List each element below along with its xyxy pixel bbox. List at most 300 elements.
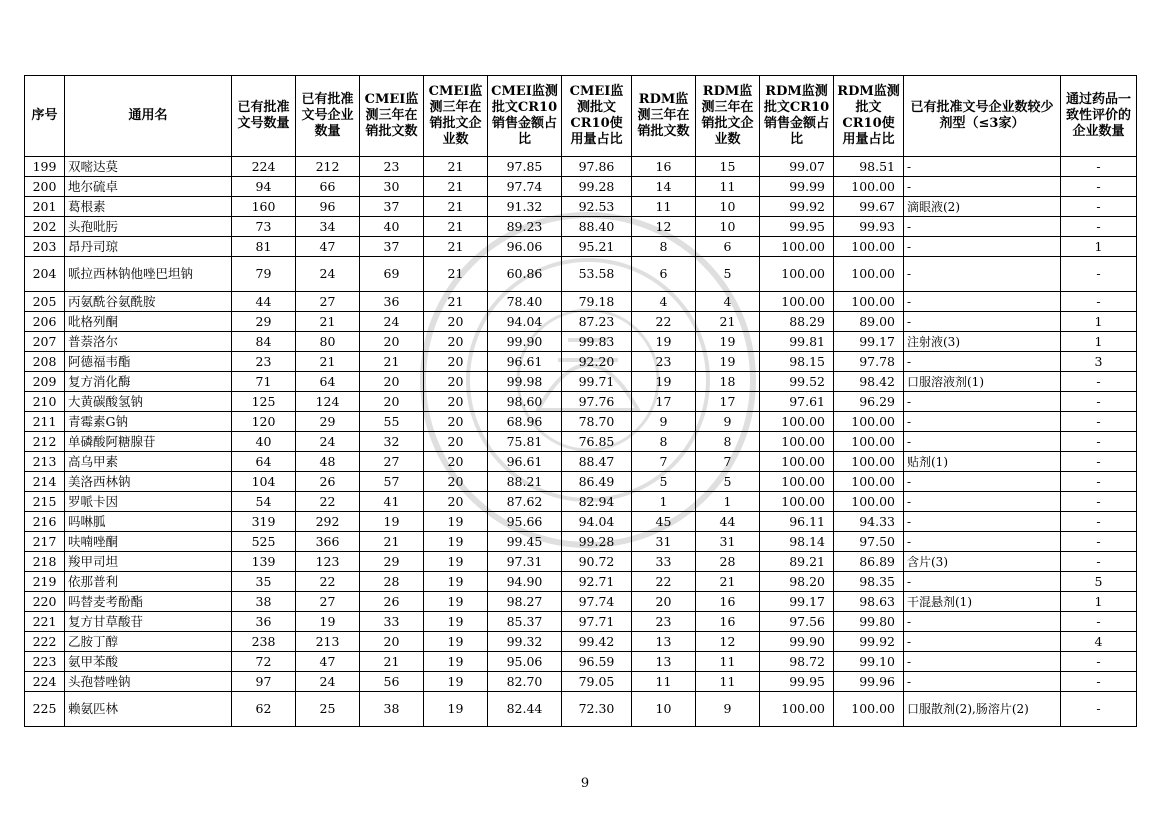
generic-name-cell: 复方消化酶	[65, 372, 232, 392]
header-cell: RDM监测批文CR10销售金额占比	[760, 76, 834, 157]
rdm-cr10-usage-share-cell: 99.17	[834, 332, 904, 352]
table-row	[25, 692, 1137, 727]
cmei-cr10-sales-share-cell: 97.85	[488, 157, 562, 177]
cmei-batch-count-cell: 23	[360, 157, 424, 177]
cmei-batch-count-cell: 20	[360, 372, 424, 392]
cmei-cr10-sales-share-cell: 96.61	[488, 352, 562, 372]
header-cell: CMEI监测批文CR10使用量占比	[562, 76, 632, 157]
rdm-company-count-cell: 4	[696, 292, 760, 312]
rdm-company-count-cell: 11	[696, 177, 760, 197]
cmei-batch-count-cell: 57	[360, 472, 424, 492]
approval-count-cell: 38	[232, 592, 296, 612]
cmei-cr10-sales-share-cell: 95.66	[488, 512, 562, 532]
generic-name-cell: 高乌甲素	[65, 452, 232, 472]
rdm-cr10-usage-share-cell: 99.96	[834, 672, 904, 692]
cmei-cr10-usage-share-cell: 88.40	[562, 217, 632, 237]
rdm-cr10-usage-share-cell: 99.80	[834, 612, 904, 632]
rdm-cr10-sales-share-cell: 100.00	[760, 237, 834, 257]
cmei-cr10-sales-share-cell: 98.27	[488, 592, 562, 612]
rdm-cr10-sales-share-cell: 98.15	[760, 352, 834, 372]
approval-company-count-cell: 21	[296, 352, 360, 372]
table-body	[25, 157, 1137, 727]
cmei-cr10-usage-share-cell: 99.71	[562, 372, 632, 392]
cmei-cr10-usage-share-cell: 87.23	[562, 312, 632, 332]
rdm-cr10-sales-share-cell: 100.00	[760, 292, 834, 312]
rdm-cr10-sales-share-cell: 100.00	[760, 472, 834, 492]
rdm-company-count-cell: 15	[696, 157, 760, 177]
rdm-company-count-cell: 5	[696, 472, 760, 492]
cmei-cr10-sales-share-cell: 60.86	[488, 257, 562, 292]
rdm-cr10-usage-share-cell: 100.00	[834, 177, 904, 197]
few-company-dosage-forms-cell: 注射液(3)	[904, 332, 1061, 352]
approval-count-cell: 79	[232, 257, 296, 292]
cmei-cr10-sales-share-cell: 75.81	[488, 432, 562, 452]
generic-name-cell: 吗啉胍	[65, 512, 232, 532]
approval-company-count-cell: 27	[296, 292, 360, 312]
cmei-company-count-cell: 20	[424, 452, 488, 472]
table-row	[25, 632, 1137, 652]
rdm-batch-count-cell: 7	[632, 452, 696, 472]
cmei-cr10-usage-share-cell: 99.28	[562, 177, 632, 197]
table-row	[25, 532, 1137, 552]
consistency-evaluation-count-cell: -	[1061, 372, 1137, 392]
cmei-company-count-cell: 20	[424, 412, 488, 432]
cmei-cr10-sales-share-cell: 98.60	[488, 392, 562, 412]
cmei-cr10-usage-share-cell: 95.21	[562, 237, 632, 257]
generic-name-cell: 大黄碳酸氢钠	[65, 392, 232, 412]
consistency-evaluation-count-cell: -	[1061, 392, 1137, 412]
cmei-batch-count-cell: 24	[360, 312, 424, 332]
cmei-company-count-cell: 19	[424, 552, 488, 572]
consistency-evaluation-count-cell: 1	[1061, 592, 1137, 612]
cmei-cr10-sales-share-cell: 78.40	[488, 292, 562, 312]
table-row	[25, 332, 1137, 352]
cmei-company-count-cell: 20	[424, 312, 488, 332]
cmei-batch-count-cell: 32	[360, 432, 424, 452]
consistency-evaluation-count-cell: -	[1061, 257, 1137, 292]
row-number-cell: 219	[25, 572, 65, 592]
approval-count-cell: 64	[232, 452, 296, 472]
generic-name-cell: 罗哌卡因	[65, 492, 232, 512]
header-cell: 已有批准文号企业数量	[296, 76, 360, 157]
drug-approval-table	[24, 75, 1137, 727]
rdm-company-count-cell: 11	[696, 652, 760, 672]
consistency-evaluation-count-cell: -	[1061, 672, 1137, 692]
header-cell: 序号	[25, 76, 65, 157]
approval-count-cell: 525	[232, 532, 296, 552]
consistency-evaluation-count-cell: -	[1061, 492, 1137, 512]
consistency-evaluation-count-cell: 1	[1061, 237, 1137, 257]
consistency-evaluation-count-cell: -	[1061, 452, 1137, 472]
rdm-cr10-usage-share-cell: 89.00	[834, 312, 904, 332]
few-company-dosage-forms-cell: -	[904, 652, 1061, 672]
few-company-dosage-forms-cell: -	[904, 492, 1061, 512]
few-company-dosage-forms-cell: -	[904, 217, 1061, 237]
cmei-batch-count-cell: 38	[360, 692, 424, 727]
table-row	[25, 157, 1137, 177]
header-row	[25, 76, 1137, 157]
rdm-cr10-usage-share-cell: 100.00	[834, 257, 904, 292]
cmei-cr10-usage-share-cell: 90.72	[562, 552, 632, 572]
row-number-cell: 213	[25, 452, 65, 472]
approval-company-count-cell: 80	[296, 332, 360, 352]
cmei-batch-count-cell: 33	[360, 612, 424, 632]
generic-name-cell: 依那普利	[65, 572, 232, 592]
rdm-batch-count-cell: 10	[632, 692, 696, 727]
cmei-cr10-sales-share-cell: 96.61	[488, 452, 562, 472]
rdm-company-count-cell: 44	[696, 512, 760, 532]
cmei-cr10-usage-share-cell: 99.42	[562, 632, 632, 652]
generic-name-cell: 青霉素G钠	[65, 412, 232, 432]
generic-name-cell: 阿德福韦酯	[65, 352, 232, 372]
cmei-batch-count-cell: 30	[360, 177, 424, 197]
cmei-batch-count-cell: 21	[360, 352, 424, 372]
rdm-batch-count-cell: 17	[632, 392, 696, 412]
rdm-batch-count-cell: 19	[632, 332, 696, 352]
consistency-evaluation-count-cell: -	[1061, 512, 1137, 532]
cmei-cr10-usage-share-cell: 96.59	[562, 652, 632, 672]
row-number-cell: 221	[25, 612, 65, 632]
few-company-dosage-forms-cell: 干混悬剂(1)	[904, 592, 1061, 612]
cmei-company-count-cell: 20	[424, 372, 488, 392]
rdm-cr10-sales-share-cell: 89.21	[760, 552, 834, 572]
cmei-company-count-cell: 19	[424, 612, 488, 632]
rdm-cr10-sales-share-cell: 98.72	[760, 652, 834, 672]
generic-name-cell: 吡格列酮	[65, 312, 232, 332]
cmei-cr10-usage-share-cell: 97.74	[562, 592, 632, 612]
rdm-cr10-usage-share-cell: 99.92	[834, 632, 904, 652]
approval-count-cell: 23	[232, 352, 296, 372]
rdm-batch-count-cell: 4	[632, 292, 696, 312]
row-number-cell: 201	[25, 197, 65, 217]
rdm-batch-count-cell: 14	[632, 177, 696, 197]
approval-company-count-cell: 123	[296, 552, 360, 572]
rdm-cr10-usage-share-cell: 100.00	[834, 452, 904, 472]
row-number-cell: 218	[25, 552, 65, 572]
generic-name-cell: 吗替麦考酚酯	[65, 592, 232, 612]
table-row	[25, 652, 1137, 672]
generic-name-cell: 赖氨匹林	[65, 692, 232, 727]
few-company-dosage-forms-cell: -	[904, 472, 1061, 492]
rdm-batch-count-cell: 6	[632, 257, 696, 292]
cmei-company-count-cell: 19	[424, 572, 488, 592]
generic-name-cell: 呋喃唑酮	[65, 532, 232, 552]
rdm-cr10-usage-share-cell: 98.35	[834, 572, 904, 592]
rdm-batch-count-cell: 11	[632, 197, 696, 217]
rdm-batch-count-cell: 22	[632, 572, 696, 592]
rdm-cr10-usage-share-cell: 98.42	[834, 372, 904, 392]
table-row	[25, 552, 1137, 572]
few-company-dosage-forms-cell: -	[904, 572, 1061, 592]
rdm-batch-count-cell: 1	[632, 492, 696, 512]
cmei-company-count-cell: 19	[424, 592, 488, 612]
approval-company-count-cell: 292	[296, 512, 360, 532]
rdm-batch-count-cell: 11	[632, 672, 696, 692]
approval-count-cell: 84	[232, 332, 296, 352]
rdm-cr10-usage-share-cell: 98.63	[834, 592, 904, 612]
rdm-cr10-usage-share-cell: 99.93	[834, 217, 904, 237]
rdm-company-count-cell: 11	[696, 672, 760, 692]
table-row	[25, 292, 1137, 312]
cmei-batch-count-cell: 40	[360, 217, 424, 237]
consistency-evaluation-count-cell: -	[1061, 292, 1137, 312]
rdm-cr10-sales-share-cell: 100.00	[760, 692, 834, 727]
consistency-evaluation-count-cell: -	[1061, 692, 1137, 727]
cmei-cr10-usage-share-cell: 92.20	[562, 352, 632, 372]
cmei-company-count-cell: 20	[424, 352, 488, 372]
rdm-cr10-sales-share-cell: 99.99	[760, 177, 834, 197]
cmei-cr10-sales-share-cell: 94.04	[488, 312, 562, 332]
cmei-cr10-usage-share-cell: 53.58	[562, 257, 632, 292]
cmei-cr10-sales-share-cell: 99.90	[488, 332, 562, 352]
table-row	[25, 512, 1137, 532]
cmei-batch-count-cell: 29	[360, 552, 424, 572]
consistency-evaluation-count-cell: -	[1061, 432, 1137, 452]
rdm-company-count-cell: 19	[696, 352, 760, 372]
table-row	[25, 672, 1137, 692]
rdm-cr10-sales-share-cell: 99.95	[760, 672, 834, 692]
table-row	[25, 612, 1137, 632]
few-company-dosage-forms-cell: -	[904, 672, 1061, 692]
header-cell: CMEI监测批文CR10销售金额占比	[488, 76, 562, 157]
cmei-company-count-cell: 19	[424, 532, 488, 552]
cmei-cr10-usage-share-cell: 99.83	[562, 332, 632, 352]
row-number-cell: 212	[25, 432, 65, 452]
approval-count-cell: 81	[232, 237, 296, 257]
generic-name-cell: 美洛西林钠	[65, 472, 232, 492]
consistency-evaluation-count-cell: -	[1061, 552, 1137, 572]
row-number-cell: 223	[25, 652, 65, 672]
cmei-batch-count-cell: 56	[360, 672, 424, 692]
rdm-batch-count-cell: 13	[632, 632, 696, 652]
approval-count-cell: 160	[232, 197, 296, 217]
rdm-batch-count-cell: 23	[632, 612, 696, 632]
cmei-company-count-cell: 21	[424, 237, 488, 257]
cmei-cr10-usage-share-cell: 82.94	[562, 492, 632, 512]
cmei-batch-count-cell: 20	[360, 632, 424, 652]
rdm-cr10-usage-share-cell: 99.67	[834, 197, 904, 217]
rdm-cr10-usage-share-cell: 100.00	[834, 237, 904, 257]
generic-name-cell: 葛根素	[65, 197, 232, 217]
cmei-cr10-sales-share-cell: 89.23	[488, 217, 562, 237]
generic-name-cell: 复方甘草酸苷	[65, 612, 232, 632]
approval-company-count-cell: 24	[296, 257, 360, 292]
cmei-cr10-usage-share-cell: 94.04	[562, 512, 632, 532]
row-number-cell: 222	[25, 632, 65, 652]
approval-count-cell: 139	[232, 552, 296, 572]
table-row	[25, 177, 1137, 197]
cmei-batch-count-cell: 37	[360, 197, 424, 217]
approval-company-count-cell: 24	[296, 432, 360, 452]
approval-company-count-cell: 366	[296, 532, 360, 552]
approval-company-count-cell: 22	[296, 572, 360, 592]
rdm-company-count-cell: 18	[696, 372, 760, 392]
row-number-cell: 220	[25, 592, 65, 612]
cmei-cr10-usage-share-cell: 76.85	[562, 432, 632, 452]
cmei-batch-count-cell: 21	[360, 652, 424, 672]
cmei-company-count-cell: 19	[424, 672, 488, 692]
rdm-cr10-sales-share-cell: 97.56	[760, 612, 834, 632]
approval-count-cell: 104	[232, 472, 296, 492]
header-cell: CMEI监测三年在销批文数	[360, 76, 424, 157]
rdm-company-count-cell: 9	[696, 692, 760, 727]
cmei-company-count-cell: 20	[424, 492, 488, 512]
generic-name-cell: 昂丹司琼	[65, 237, 232, 257]
rdm-company-count-cell: 10	[696, 217, 760, 237]
cmei-batch-count-cell: 20	[360, 392, 424, 412]
cmei-company-count-cell: 20	[424, 332, 488, 352]
approval-company-count-cell: 25	[296, 692, 360, 727]
rdm-cr10-sales-share-cell: 96.11	[760, 512, 834, 532]
approval-company-count-cell: 24	[296, 672, 360, 692]
cmei-company-count-cell: 21	[424, 257, 488, 292]
rdm-cr10-sales-share-cell: 99.95	[760, 217, 834, 237]
rdm-company-count-cell: 12	[696, 632, 760, 652]
row-number-cell: 225	[25, 692, 65, 727]
rdm-cr10-sales-share-cell: 99.81	[760, 332, 834, 352]
approval-company-count-cell: 34	[296, 217, 360, 237]
approval-company-count-cell: 21	[296, 312, 360, 332]
rdm-cr10-usage-share-cell: 94.33	[834, 512, 904, 532]
approval-count-cell: 125	[232, 392, 296, 412]
table-row	[25, 492, 1137, 512]
cmei-cr10-sales-share-cell: 99.45	[488, 532, 562, 552]
rdm-company-count-cell: 16	[696, 612, 760, 632]
row-number-cell: 210	[25, 392, 65, 412]
cmei-cr10-sales-share-cell: 94.90	[488, 572, 562, 592]
rdm-company-count-cell: 28	[696, 552, 760, 572]
consistency-evaluation-count-cell: 1	[1061, 312, 1137, 332]
row-number-cell: 204	[25, 257, 65, 292]
cmei-company-count-cell: 21	[424, 197, 488, 217]
rdm-batch-count-cell: 19	[632, 372, 696, 392]
approval-company-count-cell: 96	[296, 197, 360, 217]
row-number-cell: 224	[25, 672, 65, 692]
rdm-cr10-usage-share-cell: 100.00	[834, 692, 904, 727]
header-cell: RDM监测批文CR10使用量占比	[834, 76, 904, 157]
rdm-batch-count-cell: 45	[632, 512, 696, 532]
table-row	[25, 312, 1137, 332]
header-cell: 通过药品一致性评价的企业数量	[1061, 76, 1137, 157]
rdm-cr10-sales-share-cell: 88.29	[760, 312, 834, 332]
table-row	[25, 572, 1137, 592]
table-row	[25, 592, 1137, 612]
rdm-company-count-cell: 8	[696, 432, 760, 452]
cmei-batch-count-cell: 19	[360, 512, 424, 532]
rdm-company-count-cell: 7	[696, 452, 760, 472]
cmei-company-count-cell: 21	[424, 217, 488, 237]
rdm-company-count-cell: 17	[696, 392, 760, 412]
generic-name-cell: 丙氨酰谷氨酰胺	[65, 292, 232, 312]
few-company-dosage-forms-cell: -	[904, 237, 1061, 257]
approval-count-cell: 36	[232, 612, 296, 632]
table-row	[25, 237, 1137, 257]
table-row	[25, 432, 1137, 452]
rdm-cr10-sales-share-cell: 100.00	[760, 412, 834, 432]
table-row	[25, 392, 1137, 412]
rdm-cr10-usage-share-cell: 96.29	[834, 392, 904, 412]
cmei-batch-count-cell: 36	[360, 292, 424, 312]
cmei-cr10-sales-share-cell: 68.96	[488, 412, 562, 432]
rdm-cr10-usage-share-cell: 100.00	[834, 412, 904, 432]
header-cell: 通用名	[65, 76, 232, 157]
rdm-cr10-sales-share-cell: 98.14	[760, 532, 834, 552]
few-company-dosage-forms-cell: -	[904, 257, 1061, 292]
few-company-dosage-forms-cell: 含片(3)	[904, 552, 1061, 572]
row-number-cell: 214	[25, 472, 65, 492]
rdm-batch-count-cell: 9	[632, 412, 696, 432]
approval-company-count-cell: 47	[296, 652, 360, 672]
cmei-cr10-usage-share-cell: 78.70	[562, 412, 632, 432]
few-company-dosage-forms-cell: -	[904, 312, 1061, 332]
row-number-cell: 206	[25, 312, 65, 332]
cmei-company-count-cell: 19	[424, 512, 488, 532]
generic-name-cell: 头孢替唑钠	[65, 672, 232, 692]
few-company-dosage-forms-cell: -	[904, 157, 1061, 177]
rdm-company-count-cell: 6	[696, 237, 760, 257]
cmei-company-count-cell: 19	[424, 632, 488, 652]
cmei-company-count-cell: 21	[424, 292, 488, 312]
cmei-cr10-usage-share-cell: 99.28	[562, 532, 632, 552]
rdm-cr10-sales-share-cell: 100.00	[760, 452, 834, 472]
rdm-batch-count-cell: 33	[632, 552, 696, 572]
cmei-company-count-cell: 21	[424, 157, 488, 177]
generic-name-cell: 哌拉西林钠他唑巴坦钠	[65, 257, 232, 292]
row-number-cell: 217	[25, 532, 65, 552]
rdm-cr10-usage-share-cell: 97.78	[834, 352, 904, 372]
approval-count-cell: 72	[232, 652, 296, 672]
consistency-evaluation-count-cell: 5	[1061, 572, 1137, 592]
rdm-company-count-cell: 5	[696, 257, 760, 292]
cmei-cr10-sales-share-cell: 96.06	[488, 237, 562, 257]
cmei-cr10-sales-share-cell: 85.37	[488, 612, 562, 632]
cmei-cr10-usage-share-cell: 79.18	[562, 292, 632, 312]
cmei-cr10-usage-share-cell: 97.71	[562, 612, 632, 632]
cmei-cr10-sales-share-cell: 99.32	[488, 632, 562, 652]
row-number-cell: 216	[25, 512, 65, 532]
cmei-cr10-usage-share-cell: 97.86	[562, 157, 632, 177]
cmei-cr10-usage-share-cell: 88.47	[562, 452, 632, 472]
rdm-company-count-cell: 9	[696, 412, 760, 432]
cmei-batch-count-cell: 27	[360, 452, 424, 472]
few-company-dosage-forms-cell: -	[904, 432, 1061, 452]
row-number-cell: 200	[25, 177, 65, 197]
rdm-cr10-usage-share-cell: 97.50	[834, 532, 904, 552]
rdm-cr10-usage-share-cell: 100.00	[834, 472, 904, 492]
table-row	[25, 257, 1137, 292]
generic-name-cell: 氨甲苯酸	[65, 652, 232, 672]
table-row	[25, 352, 1137, 372]
cmei-batch-count-cell: 28	[360, 572, 424, 592]
approval-company-count-cell: 19	[296, 612, 360, 632]
rdm-batch-count-cell: 12	[632, 217, 696, 237]
approval-count-cell: 73	[232, 217, 296, 237]
cmei-cr10-usage-share-cell: 97.76	[562, 392, 632, 412]
rdm-cr10-usage-share-cell: 100.00	[834, 292, 904, 312]
consistency-evaluation-count-cell: -	[1061, 217, 1137, 237]
rdm-cr10-sales-share-cell: 100.00	[760, 432, 834, 452]
approval-company-count-cell: 124	[296, 392, 360, 412]
rdm-cr10-sales-share-cell: 97.61	[760, 392, 834, 412]
approval-count-cell: 62	[232, 692, 296, 727]
rdm-company-count-cell: 21	[696, 572, 760, 592]
approval-count-cell: 71	[232, 372, 296, 392]
cmei-cr10-usage-share-cell: 92.53	[562, 197, 632, 217]
few-company-dosage-forms-cell: -	[904, 412, 1061, 432]
cmei-batch-count-cell: 21	[360, 532, 424, 552]
row-number-cell: 211	[25, 412, 65, 432]
approval-count-cell: 238	[232, 632, 296, 652]
